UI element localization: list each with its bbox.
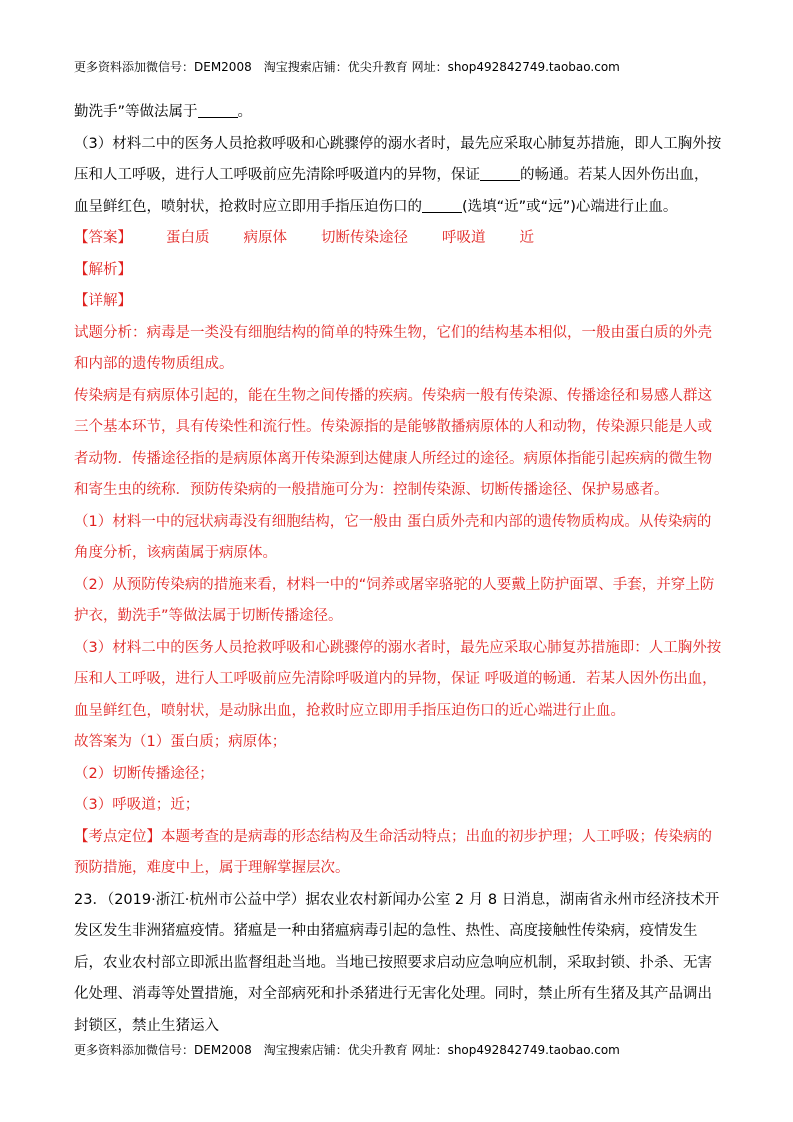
detail-label: 【详解】 (74, 293, 132, 309)
detail-paragraph: 传染病是有病原体引起的，能在生物之间传播的疾病。传染病一般有传染源、传播途径和易感人群这三个基本环节，具有传染性和流行性。传染源指的是能够散播病原体的人和动物，传染源只能是人或者动物．传播途径指的是病原体离开传染源到达健康人所经过的途径。病原体指能引起疾病的微生物和寄生虫的统称．预防传染病的一般措施可分为：控制传染源、切断传播途径、保护易感者。 (74, 387, 712, 498)
q3-text-b: 的畅通。若某人因外伤出血，血呈鲜红色，喷射状，抢救时应立即用手指压迫伤口的 (74, 167, 709, 215)
footer-shop: 淘宝搜索店铺：优尖升教育 (263, 1043, 408, 1057)
answer-blank (198, 103, 238, 119)
answer-blank (422, 197, 462, 213)
answer-label: 【答案】 (74, 230, 132, 246)
answer-item: 切断传染途径 (321, 230, 408, 246)
question-23: 23．（2019·浙江·杭州市公益中学）据农业农村新闻办公室 2 月 8 日消息，湖南省永州市经济技术开发区发生非洲猪瘟疫情。猪瘟是一种由猪瘟病毒引起的急性、热性、高度接触性传染病，疫情发生后，农业农村部立即派出监督组赴当地。当地已按照要求启动应急响应机制，采取封锁、扑杀、无害化处理、消毒等处置措施，对全部病死和扑杀猪进行无害化处理。同时，禁止所有生猪及其产品调出封锁区，禁止生猪运入 (74, 891, 720, 1034)
header-wechat: 更多资料添加微信号：DEM2008 (74, 60, 252, 74)
detail-paragraph: （3）材料二中的医务人员抢救呼吸和心跳骤停的溺水者时，最先应采取心肺复苏措施即：人工胸外按压和人工呼吸，进行人工呼吸前应先清除呼吸道内的异物，保证 呼吸道的畅通．若某人因外伤出血，血呈鲜红色，喷射状，是动脉出血，抢救时应立即用手指压迫伤口的近心端进行止血。 (74, 639, 722, 719)
header-url: 网址：shop492842749.taobao.com (411, 60, 620, 74)
analysis-label: 【解析】 (74, 261, 132, 278)
answer-blank (480, 166, 520, 182)
page-footer (74, 1042, 620, 1058)
q2-tail-end: 。 (237, 104, 253, 120)
detail-paragraph: （1）材料一中的冠状病毒没有细胞结构，它一般由 蛋白质外壳和内部的遗传物质构成。从传染病的角度分析，该病菌属于病原体。 (74, 513, 712, 561)
kaodian-text: 本题考查的是病毒的形态结构及生命活动特点；出血的初步护理；人工呼吸；传染病的预防措施，难度中上，属于理解掌握层次。 (74, 828, 712, 876)
question-q2-tail (74, 97, 722, 129)
footer-url: 网址：shop492842749.taobao.com (411, 1043, 620, 1057)
q3-text-c: (选填“近”或“远”)心端进行止血。 (462, 198, 678, 215)
answer-item: 呼吸道 (442, 230, 486, 246)
kaodian (74, 822, 722, 885)
detail-paragraph: 试题分析：病毒是一类没有细胞结构的简单的特殊生物，它们的结构基本相似，一般由蛋白质的外壳和内部的遗传物质组成。 (74, 324, 712, 372)
answer-line (74, 223, 722, 255)
answer-item: 蛋白质 (166, 230, 210, 246)
summary-line: （3）呼吸道；近； (74, 797, 200, 813)
detail-paragraph: （2）从预防传染病的措施来看，材料一中的“饲养或屠宰骆驼的人要戴上防护面罩、手套，并穿上防护衣，勤洗手”等做法属于切断传播途径。 (74, 576, 715, 624)
footer-wechat: 更多资料添加微信号：DEM2008 (74, 1043, 252, 1057)
summary-line: 故答案为（1）蛋白质；病原体； (74, 734, 287, 750)
q2-tail-text: 勤洗手”等做法属于 (74, 104, 198, 120)
kaodian-label: 【考点定位】 (74, 828, 161, 845)
question-q3 (74, 129, 722, 224)
answer-item: 病原体 (243, 230, 287, 246)
summary-line: （2）切断传播途径； (74, 765, 214, 782)
header-shop: 淘宝搜索店铺：优尖升教育 (263, 60, 408, 74)
page-header (74, 59, 620, 75)
answer-item: 近 (519, 230, 534, 246)
document-body (74, 97, 722, 1042)
q3-text-a: （3）材料二中的医务人员抢救呼吸和心跳骤停的溺水者时，最先应采取心肺复苏措施，即人工胸外按压和人工呼吸，进行人工呼吸前应先清除呼吸道内的异物，保证 (74, 135, 722, 183)
